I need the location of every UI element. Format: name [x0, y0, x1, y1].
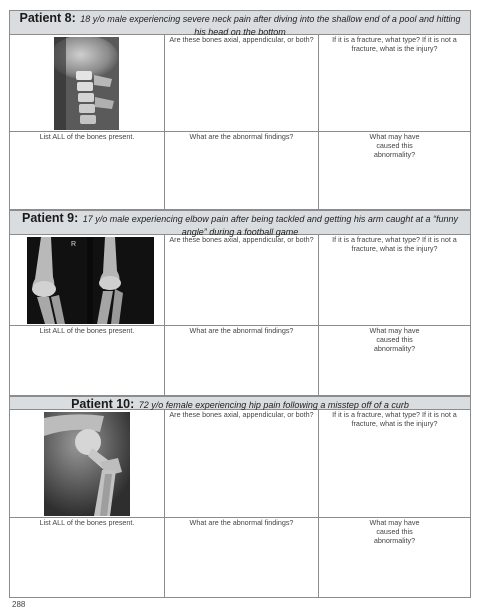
findings-question: What are the abnormal findings?: [189, 518, 294, 527]
patient-10-fracture-cell: [319, 410, 470, 518]
patient-9-axial-cell: [165, 235, 319, 326]
cause-question: What may have caused this abnormality?: [369, 132, 420, 159]
axial-question: Are these bones axial, appendicular, or both?: [169, 235, 314, 244]
elbow-xray-image: [27, 237, 154, 324]
patient-10-axial-cell: [165, 410, 319, 518]
patient-8-fracture-cell: [319, 35, 470, 132]
patient-9-block: [9, 210, 471, 396]
patient-8-findings-cell: [165, 132, 319, 209]
bones-question: List ALL of the bones present.: [39, 326, 135, 335]
patient-9-header: [10, 211, 470, 235]
patient-10-image-cell: [10, 410, 165, 518]
patient-9-description: 17 y/o male experiencing elbow pain after being tackled and getting his arm caught at a “funny angle” during a football game: [82, 214, 458, 237]
patient-8-block: [9, 10, 471, 210]
axial-question: Are these bones axial, appendicular, or both?: [169, 410, 314, 419]
axial-question: Are these bones axial, appendicular, or both?: [169, 35, 314, 44]
page-number: 288: [12, 600, 26, 609]
patient-10-bones-cell: [10, 518, 165, 597]
patient-8-cause-cell: [319, 132, 470, 209]
patient-10-description: 72 y/o female experiencing hip pain following a misstep off of a curb: [138, 400, 409, 410]
elbow-xray-marker: R: [71, 241, 77, 248]
patient-10-header: [10, 397, 470, 410]
bones-question: List ALL of the bones present.: [39, 132, 135, 141]
bones-question: List ALL of the bones present.: [39, 518, 135, 527]
findings-question: What are the abnormal findings?: [189, 326, 294, 335]
patient-8-axial-cell: [165, 35, 319, 132]
findings-question: What are the abnormal findings?: [189, 132, 294, 141]
patient-9-cause-cell: [319, 326, 470, 395]
cervical-spine-xray-image: [54, 37, 119, 130]
patient-10-cause-cell: [319, 518, 470, 597]
patient-9-findings-cell: [165, 326, 319, 395]
patient-10-findings-cell: [165, 518, 319, 597]
patient-8-description: 18 y/o male experiencing severe neck pain after diving into the shallow end of a pool and hitting his head on the bottom: [80, 14, 461, 37]
cause-question: What may have caused this abnormality?: [369, 518, 420, 545]
hip-xray-image: [44, 412, 130, 516]
fracture-question: If it is a fracture, what type? If it is not a fracture, what is the injury?: [332, 410, 457, 428]
patient-10-block: [9, 396, 471, 598]
patient-9-label: Patient 9:: [22, 211, 79, 225]
fracture-question: If it is a fracture, what type? If it is not a fracture, what is the injury?: [332, 35, 457, 53]
patient-8-bones-cell: [10, 132, 165, 209]
patient-9-fracture-cell: [319, 235, 470, 326]
patient-10-label: Patient 10:: [71, 397, 135, 411]
patient-8-label: Patient 8:: [19, 11, 76, 25]
patient-8-image-cell: [10, 35, 165, 132]
patient-8-header: [10, 11, 470, 35]
cause-question: What may have caused this abnormality?: [369, 326, 420, 353]
fracture-question: If it is a fracture, what type? If it is not a fracture, what is the injury?: [332, 235, 457, 253]
patient-9-image-cell: [10, 235, 165, 326]
patient-9-bones-cell: [10, 326, 165, 395]
